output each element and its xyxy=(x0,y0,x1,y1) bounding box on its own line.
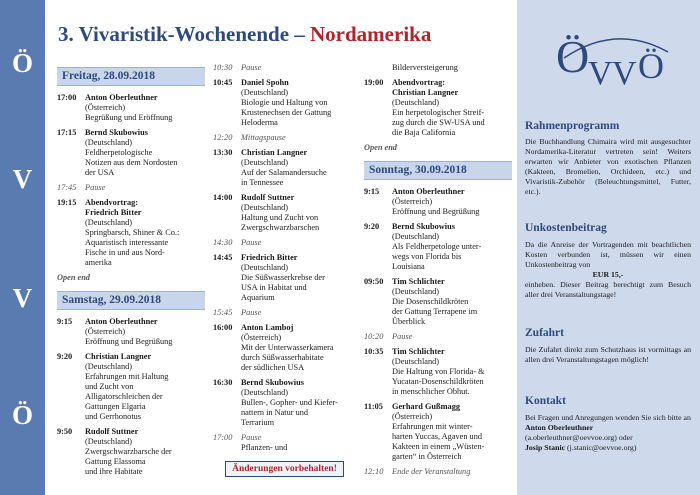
entry-time: 16:30 xyxy=(213,378,233,387)
schedule-entry xyxy=(364,222,512,272)
entry-line: (Deutschland) xyxy=(241,88,288,97)
entry-line: (Deutschland) xyxy=(85,218,132,227)
speaker-name: Friedrich Bitter xyxy=(241,253,298,262)
entry-time: 14:45 xyxy=(213,253,233,262)
kontakt-block xyxy=(525,413,691,453)
schedule-entry xyxy=(57,352,205,422)
entry-line: Yucatan-Dosenschildkröten xyxy=(392,377,484,386)
entry-line: Heloderma xyxy=(241,118,278,127)
speaker-name: Christian Langner xyxy=(85,352,152,361)
entry-line: Feldherpetologische xyxy=(85,148,153,157)
entry-line: der südlichen USA xyxy=(241,363,305,372)
entry-time: 16:00 xyxy=(213,323,233,332)
pause-label: Pause xyxy=(241,433,262,442)
day-header: Freitag, 28.09.2018 xyxy=(57,67,205,86)
speaker-name: Anton Oberleuthner xyxy=(392,187,465,196)
sidebar-letter: Ö xyxy=(11,48,33,78)
unkosten-text: Da die Anreise der Vortragenden mit beachtlichen Kosten verbunden ist, müssen wir einen Unkostenbeitrag von xyxy=(525,240,691,269)
entry-line: Terrarium xyxy=(241,418,275,427)
entry-line: (Deutschland) xyxy=(392,287,439,296)
unkosten-text2: einheben. Dieser Beitrag berechtigt zum Besuch aller drei Veranstaltungstage! xyxy=(525,280,691,299)
oevvoe-logo xyxy=(556,18,676,102)
pause-time: 10:20 xyxy=(364,332,384,341)
kontakt-heading: Kontakt xyxy=(525,395,566,407)
speaker-name: Tim Schlichter xyxy=(392,277,445,286)
entry-line: Zwergschwarzbarsche der xyxy=(85,447,172,456)
entry-line: Die Süßwasserkrebse der xyxy=(241,273,325,282)
entry-line: (Deutschland) xyxy=(392,232,439,241)
auction-line: Bilderversteigerung xyxy=(392,63,458,72)
speaker-name: Bernd Skubowius xyxy=(392,222,455,231)
rahmenprogramm-text: Die Buchhandlung Chimaira wird mit ausgesuchter Nordamerika-Literatur vertreten sein! Weiters erwarten wir Anbieter von exotischen Pflanzen (Kakteen, Bromelien, Orchideen, etc.) und Vivaristik-Zubehör (Beleuchtungsmittel, Futter, etc.). xyxy=(525,137,691,196)
logo-letter: V xyxy=(588,55,613,92)
title-accent: Nordamerika xyxy=(310,22,432,46)
entry-line: Überblick xyxy=(392,317,426,326)
entry-line: Alligatorschleichen der xyxy=(85,392,163,401)
logo-letter: Ö xyxy=(638,46,664,86)
entry-line: Begrüßung und Eröffnung xyxy=(85,113,173,122)
entry-time: 10:35 xyxy=(364,347,384,356)
pause-label: Mittagspause xyxy=(241,133,286,142)
entry-time: 13:30 xyxy=(213,148,233,157)
schedule-entry xyxy=(213,378,356,428)
pause-label: Pause xyxy=(392,332,413,341)
page-title xyxy=(58,22,431,47)
zufahrt-heading: Zufahrt xyxy=(525,327,564,339)
entry-line: Ein herpetologischer Streif- xyxy=(392,108,485,117)
speaker-name: Rudolf Suttner xyxy=(85,427,139,436)
entry-line: Gattungen Elgaria xyxy=(85,402,146,411)
rahmenprogramm-heading: Rahmenprogramm xyxy=(525,120,620,132)
schedule-entry xyxy=(213,78,356,128)
entry-line: die Baja California xyxy=(392,128,456,137)
entry-line: Zwergschwarzbarschen xyxy=(241,223,320,232)
contact-name: Anton Oberleuthner xyxy=(525,423,594,432)
entry-line: Haltung und Zucht von xyxy=(241,213,319,222)
logo-letter: Ö xyxy=(556,31,590,82)
entry-line: Kakteen in einem „Wüsten- xyxy=(392,442,485,451)
entry-line: (Österreich) xyxy=(392,197,433,206)
speaker-name: Anton Lamboj xyxy=(241,323,294,332)
schedule-entry xyxy=(364,277,512,327)
pause-time: 17:45 xyxy=(57,183,77,192)
entry-line: Louisiana xyxy=(392,262,425,271)
schedule-entry xyxy=(57,128,205,178)
entry-line: (Deutschland) xyxy=(241,388,288,397)
entry-line: Eröffnung und Begrüßung xyxy=(392,207,480,216)
entry-time: 9:20 xyxy=(57,352,73,361)
schedule-entry xyxy=(57,317,205,347)
pause-time: 15:45 xyxy=(213,308,233,317)
pause-label: Pause xyxy=(241,63,262,72)
entry-line: Bullen-, Gopher- und Kiefer- xyxy=(241,398,338,407)
entry-line: (Österreich) xyxy=(392,412,433,421)
entry-line: und Zucht von xyxy=(85,382,134,391)
entry-line: Eröffnung und Begrüßung xyxy=(85,337,173,346)
speaker-name: Christian Langner xyxy=(241,148,308,157)
schedule-column-sunday xyxy=(364,63,512,482)
title-main: 3. Vivaristik-Wochenende – xyxy=(58,22,305,46)
schedule-entry xyxy=(364,78,512,138)
day-header: Sonntag, 30.09.2018 xyxy=(364,161,512,180)
pause-time: 12:10 xyxy=(364,467,384,476)
pause-entry xyxy=(213,238,356,248)
entry-line: Biologie und Haltung von xyxy=(241,98,328,107)
entry-line: Erfahrungen mit Haltung xyxy=(85,372,169,381)
speaker-name: Anton Oberleuthner xyxy=(85,93,158,102)
changes-reserved-notice: Änderungen vorbehalten! xyxy=(225,461,344,477)
entry-line: nattern in Natur und xyxy=(241,408,309,417)
speaker-name: Gerhard Gußmagg xyxy=(392,402,460,411)
entry-line: Notizen aus dem Nordosten xyxy=(85,158,178,167)
speaker-name: Anton Oberleuthner xyxy=(85,317,158,326)
entry-line: (Österreich) xyxy=(241,333,282,342)
speaker-name: Abendvortrag: xyxy=(85,198,139,207)
pause-entry xyxy=(364,332,512,342)
pause-label: Pause xyxy=(241,308,262,317)
entry-line: (Deutschland) xyxy=(85,437,132,446)
entry-line: (Deutschland) xyxy=(85,138,132,147)
entry-line: Erfahrungen mit winter- xyxy=(392,422,473,431)
entry-line: Gattung Elassoma xyxy=(85,457,146,466)
sidebar-letter: V xyxy=(12,283,33,313)
speaker-name: Christian Langner xyxy=(392,88,459,97)
sidebar-letter: V xyxy=(12,164,33,194)
entry-line: (Deutschland) xyxy=(241,158,288,167)
open-end-label: Open end xyxy=(57,273,90,282)
entry-time: 10:45 xyxy=(213,78,233,87)
entry-line: in Tennessee xyxy=(241,178,284,187)
entry-time: 9:15 xyxy=(57,317,73,326)
pause-label: Ende der Veranstaltung xyxy=(392,467,471,476)
speaker-name: Tim Schlichter xyxy=(392,347,445,356)
schedule-column-friday-saturday xyxy=(57,67,205,482)
entry-time: 9:50 xyxy=(57,427,73,436)
entry-line: und ihre Habitate xyxy=(85,467,143,476)
entry-line: durch Süßwasserhabitate xyxy=(241,353,324,362)
schedule-entry xyxy=(57,93,205,123)
entry-line: wegs von Florida bis xyxy=(392,252,462,261)
entry-line: Auf der Salamandersuche xyxy=(241,168,327,177)
schedule-entry xyxy=(57,427,205,477)
speaker-name: Friedrich Bitter xyxy=(85,208,142,217)
entry-line: Aquaristisch interessante xyxy=(85,238,169,247)
speaker-name: Bernd Skubowius xyxy=(85,128,148,137)
entry-line: Die Haltung von Florida- & xyxy=(392,367,485,376)
pause-entry xyxy=(364,467,512,477)
entry-time: 17:15 xyxy=(57,128,77,137)
entry-line: Die Dosenschildkröten xyxy=(392,297,469,306)
entry-time: 17:00 xyxy=(57,93,77,102)
left-sidebar xyxy=(0,0,45,495)
schedule-entry xyxy=(213,253,356,303)
entry-time: 19:00 xyxy=(364,78,384,87)
entry-line: (Österreich) xyxy=(85,327,126,336)
schedule-entry xyxy=(213,193,356,233)
schedule-entry xyxy=(364,347,512,397)
pause-label: Pause xyxy=(85,183,106,192)
contact-email[interactable]: (a.oberleuthner@oevvoe.org) oder xyxy=(525,433,633,442)
speaker-name: Rudolf Suttner xyxy=(241,193,295,202)
schedule-entry xyxy=(364,187,512,217)
entry-line: amerika xyxy=(85,258,112,267)
pause-entry xyxy=(213,63,356,73)
zufahrt-text: Die Zufahrt direkt zum Schutzhaus ist vormittags an allen drei Veranstaltungstagen möglich! xyxy=(525,345,691,364)
unkostenbeitrag-text xyxy=(525,240,691,300)
pause-time: 10:30 xyxy=(213,63,233,72)
logo-letter: V xyxy=(612,55,637,92)
open-end-label: Open end xyxy=(364,143,397,152)
pause-time: 17:00 xyxy=(213,433,233,442)
entry-line: Fische in und aus Nord- xyxy=(85,248,165,257)
pause-label: Pause xyxy=(241,238,262,247)
entry-line: Mit der Unterwasserkamera xyxy=(241,343,334,352)
pause-extra: Pflanzen- und xyxy=(241,443,288,452)
entry-line: harten Yuccas, Agaven und xyxy=(392,432,483,441)
entry-line: Aquarium xyxy=(241,293,275,302)
entry-time: 11:05 xyxy=(364,402,383,411)
entry-line: (Deutschland) xyxy=(241,203,288,212)
speaker-name: Abendvortrag: xyxy=(392,78,446,87)
schedule-entry xyxy=(213,323,356,373)
entry-line: (Österreich) xyxy=(85,103,126,112)
entry-line: Krustenechsen der Gattung xyxy=(241,108,332,117)
speaker-name: Bernd Skubowius xyxy=(241,378,304,387)
contact-name: Josip Stanic xyxy=(525,443,566,452)
pause-entry xyxy=(213,308,356,318)
entry-time: 9:20 xyxy=(364,222,380,231)
pause-entry xyxy=(213,133,356,143)
entry-line: Als Feldherpetologe unter- xyxy=(392,242,482,251)
entry-line: (Deutschland) xyxy=(392,357,439,366)
unkostenbeitrag-heading: Unkostenbeitrag xyxy=(525,222,607,234)
pause-entry xyxy=(57,183,205,193)
pause-time: 12:20 xyxy=(213,133,233,142)
contact-email[interactable]: (j.stanic@oevvoe.org) xyxy=(567,443,637,452)
schedule-entry xyxy=(364,402,512,462)
entry-line: der Gattung Terrapene im xyxy=(392,307,478,316)
entry-line: zug durch die SW-USA und xyxy=(392,118,485,127)
schedule-entry xyxy=(57,198,205,268)
schedule-entry xyxy=(213,148,356,188)
pause-entry xyxy=(213,433,356,453)
pause-time: 14:30 xyxy=(213,238,233,247)
entry-line: garten“ in Österreich xyxy=(392,452,462,461)
schedule-column-saturday xyxy=(213,63,356,477)
speaker-name: Daniel Spohn xyxy=(241,78,289,87)
entry-line: USA in Habitat und xyxy=(241,283,307,292)
entry-time: 14:00 xyxy=(213,193,233,202)
sidebar-letter: Ö xyxy=(11,400,33,430)
unkosten-amount: EUR 15,- xyxy=(592,270,624,279)
entry-time: 9:15 xyxy=(364,187,380,196)
day-header: Samstag, 29.09.2018 xyxy=(57,291,205,310)
entry-line: Springbarsch, Shiner & Co.: xyxy=(85,228,180,237)
entry-line: (Deutschland) xyxy=(241,263,288,272)
entry-line: und Gerrhonotus xyxy=(85,412,141,421)
entry-line: in menschlicher Obhut. xyxy=(392,387,470,396)
entry-time: 09:50 xyxy=(364,277,384,286)
kontakt-text: Bei Fragen und Anregungen wenden Sie sich bitte an xyxy=(525,413,691,422)
entry-time: 19:15 xyxy=(57,198,77,207)
entry-line: (Deutschland) xyxy=(85,362,132,371)
entry-line: (Deutschland) xyxy=(392,98,439,107)
entry-line: der USA xyxy=(85,168,115,177)
